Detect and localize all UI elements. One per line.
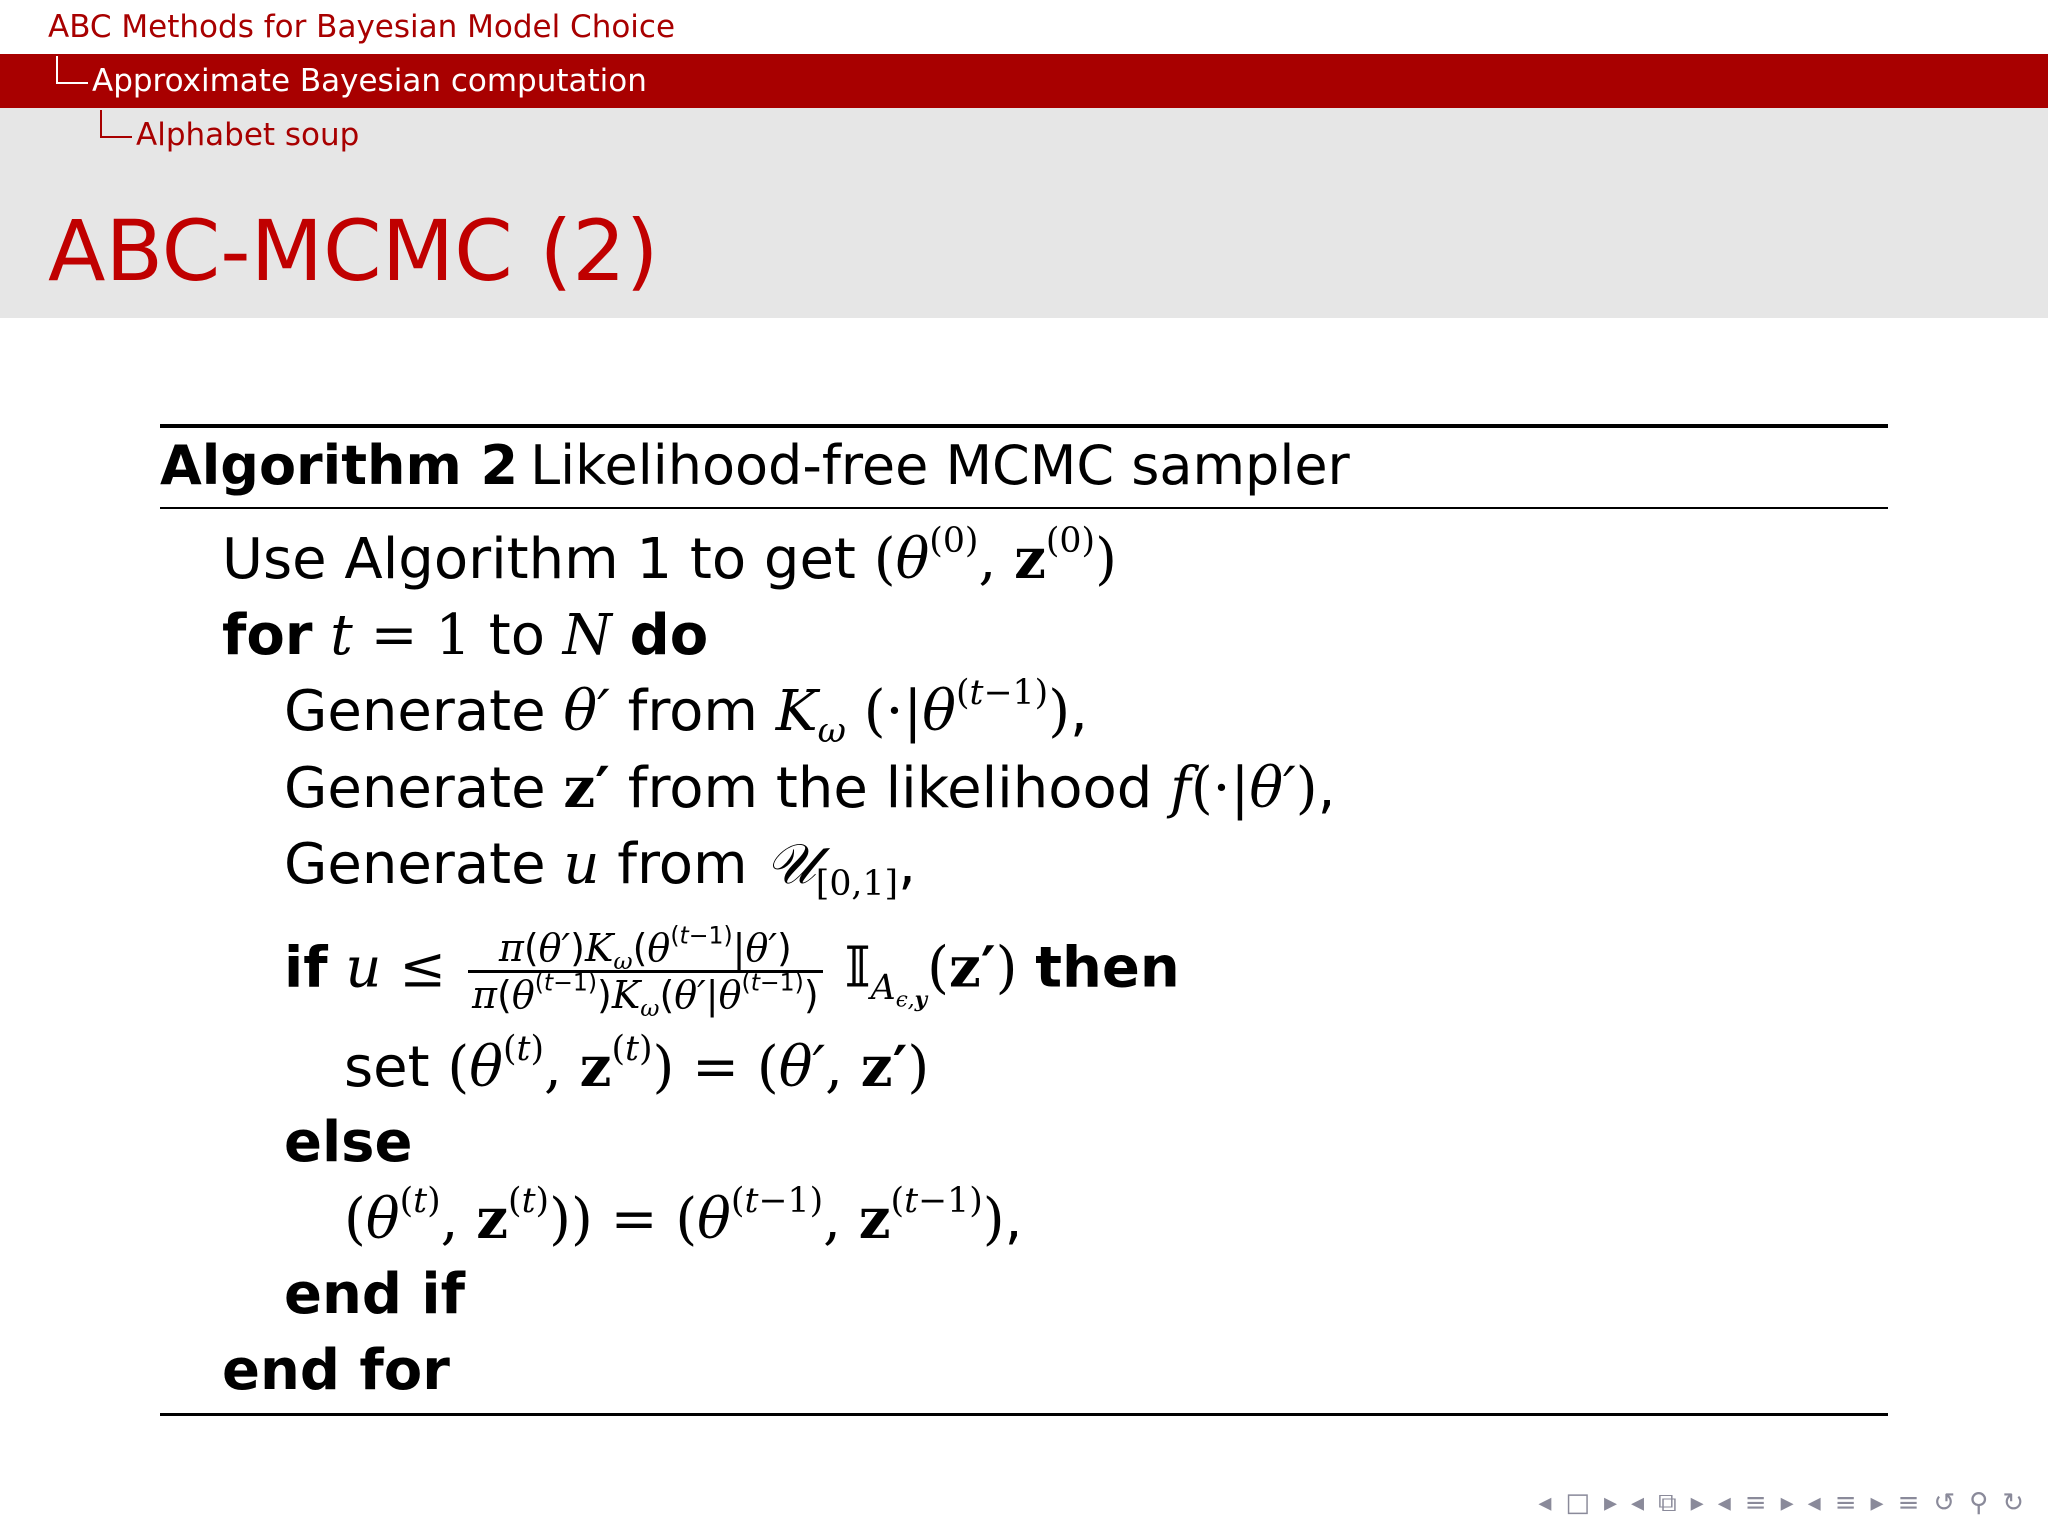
algo-line-if: if u ≤ $\frac{\pi(\theta')K_\omega(\theta^{(t-1)}|\theta')}{\pi(\theta^{(t-1)})K_\omega(\theta'|\theta^{(t-1)})}$ 𝕀$_{A_{\epsilon,y}}$(z′) then xyxy=(284,921,1180,1023)
algorithm-caption-text: Likelihood-free MCMC sampler xyxy=(530,434,1350,497)
toc-icon[interactable]: ≡ xyxy=(1897,1488,1920,1518)
frame-icon[interactable]: □ xyxy=(1565,1488,1590,1518)
deck-title[interactable]: ABC Methods for Bayesian Model Choice xyxy=(48,9,676,45)
slide-title: ABC-MCMC (2) xyxy=(48,202,659,300)
section-title[interactable]: Approximate Bayesian computation xyxy=(92,63,647,99)
undo-icon[interactable]: ↺ xyxy=(1933,1488,1956,1518)
algo-line-endif xyxy=(284,1262,465,1328)
set-keyword: set xyxy=(344,1035,430,1100)
else-keyword: else xyxy=(284,1110,413,1175)
algorithm-top-rule xyxy=(160,424,1888,428)
slide-title-bar xyxy=(0,162,2048,318)
then-keyword: then xyxy=(1035,935,1180,1001)
algo-line-else xyxy=(284,1110,413,1176)
algo-line-gen-z: Generate z′ from the likelihood f(·|θ′), xyxy=(284,755,1336,821)
for-keyword: for xyxy=(222,603,313,668)
algorithm-bottom-rule xyxy=(160,1413,1888,1416)
algo-line-init: Use Algorithm 1 to get ($\theta^{(0)}$, $z^{(0)}$) xyxy=(222,520,1117,592)
algo-line-for: for t = 1 to N do xyxy=(222,603,709,668)
prev-appendix-icon[interactable]: ◂ xyxy=(1807,1488,1821,1518)
from-keyword: from xyxy=(627,679,758,744)
to-keyword: to xyxy=(488,603,545,668)
navigation-bar xyxy=(1538,1488,2024,1519)
section-icon[interactable]: ≡ xyxy=(1744,1488,1767,1518)
end-if-keyword: end if xyxy=(284,1262,465,1327)
tree-hook-icon xyxy=(56,56,88,84)
from-keyword: from xyxy=(617,832,748,897)
algo-line-endfor xyxy=(222,1338,450,1404)
if-keyword: if xyxy=(284,935,328,1001)
algorithm-mid-rule xyxy=(160,507,1888,509)
breadcrumb-section[interactable] xyxy=(0,54,2048,108)
algorithm-caption xyxy=(160,434,1350,497)
algorithm-label: Algorithm 2 xyxy=(160,434,519,497)
end-for-keyword: end for xyxy=(222,1338,450,1403)
next-frame-icon[interactable]: ▸ xyxy=(1603,1488,1618,1518)
generate-keyword: Generate xyxy=(284,832,546,897)
appendix-icon[interactable]: ≡ xyxy=(1834,1488,1857,1518)
search-back-icon[interactable]: ⚲ xyxy=(1969,1488,1989,1518)
tree-hook-icon xyxy=(100,110,132,138)
search-fwd-icon[interactable]: ↻ xyxy=(2002,1488,2024,1518)
next-section-icon[interactable]: ▸ xyxy=(1780,1488,1794,1518)
next-appendix-icon[interactable]: ▸ xyxy=(1870,1488,1884,1518)
generate-keyword: Generate xyxy=(284,679,546,744)
algo-line-gen-theta: Generate θ′ from $K_\omega$ $(\cdot|\theta^{(t-1)})$, xyxy=(284,672,1088,752)
generate-keyword: Generate xyxy=(284,756,546,821)
subsection-icon[interactable]: ⧉ xyxy=(1658,1488,1677,1518)
prev-subsection-icon[interactable]: ◂ xyxy=(1631,1488,1645,1518)
breadcrumb-subsection[interactable] xyxy=(0,108,2048,162)
subsection-title[interactable]: Alphabet soup xyxy=(136,117,360,153)
next-subsection-icon[interactable]: ▸ xyxy=(1690,1488,1704,1518)
prev-frame-icon[interactable]: ◂ xyxy=(1538,1488,1552,1518)
from-likelihood-text: from the likelihood xyxy=(627,756,1153,821)
use-text: Use Algorithm 1 to get xyxy=(222,527,856,592)
prev-section-icon[interactable]: ◂ xyxy=(1717,1488,1731,1518)
acceptance-ratio: $\frac{\pi(\theta')K_\omega(\theta^{(t-1)}|\theta')}{\pi(\theta^{(t-1)})K_\omega(\theta'|\theta^{(t-1)})}$ xyxy=(468,926,823,1017)
algo-line-gen-u: Generate u from 𝒰$_{[0,1]}$, xyxy=(284,832,916,905)
algo-line-set: set ($\theta^{(t)}$, $z^{(t)}) = (\theta'$, z′) xyxy=(344,1028,930,1100)
breadcrumb-deck-title[interactable] xyxy=(0,0,2048,54)
algo-line-reject: ($\theta^{(t)}$, $z^{(t)})) = (\theta^{(t-1)}$, $z^{(t-1)}$), xyxy=(344,1180,1023,1252)
do-keyword: do xyxy=(629,603,709,668)
